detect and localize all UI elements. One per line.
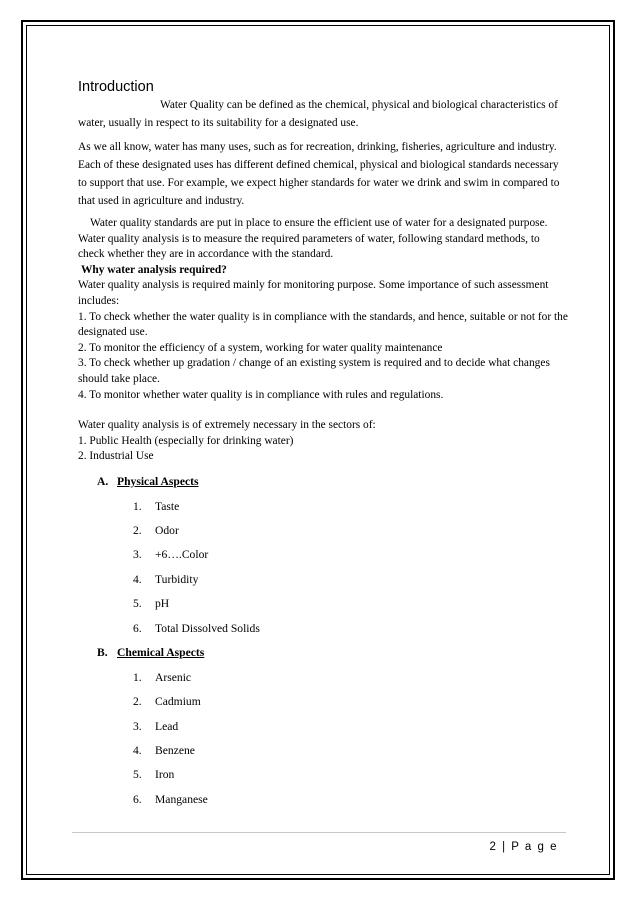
- list-item: 3. Lead: [133, 720, 179, 733]
- list-item: 5. pH: [133, 597, 170, 610]
- reason-1: 1. To check whether the water quality is in compliance with the standards, and hence, suitable or not for the designated use.: [78, 310, 568, 339]
- chemical-aspects-heading: [97, 645, 204, 660]
- page-number: 2 | P a g e: [489, 841, 558, 853]
- sector-1: 1. Public Health (especially for drinking water): [78, 434, 294, 447]
- list-item: 1. Taste: [133, 500, 180, 513]
- list-item: 1. Arsenic: [133, 671, 192, 684]
- intro-heading: Introduction: [78, 79, 154, 95]
- list-item: 2. Odor: [133, 524, 179, 537]
- physical-aspects-heading: [97, 474, 198, 489]
- section-letter: B.: [97, 646, 108, 659]
- why-heading: Why water analysis required?: [81, 263, 227, 276]
- reason-4: 4. To monitor whether water quality is in compliance with rules and regulations.: [78, 388, 444, 401]
- list-item: 6. Manganese: [133, 793, 208, 806]
- sector-2: 2. Industrial Use: [78, 450, 154, 463]
- reason-3: 3. To check whether up gradation / change of an existing system is required and to decide what changes should take place.: [78, 357, 550, 385]
- list-item: 2. Cadmium: [133, 695, 201, 708]
- reason-2: 2. To monitor the efficiency of a system, working for water quality maintenance: [78, 341, 443, 354]
- document-body: [78, 78, 568, 465]
- sectors-intro: Water quality analysis is of extremely necessary in the sectors of:: [78, 419, 376, 432]
- list-item: 4. Turbidity: [133, 573, 199, 586]
- section-title: Chemical Aspects: [117, 646, 205, 659]
- list-item: 3. +6….Color: [133, 548, 209, 561]
- intro-paragraph-2: As we all know, water has many uses, such as for recreation, drinking, fisheries, agriculture and industry. Each of these designated uses has different defined chemical, physical and biological standards necessary to support that use. For example, we expect higher standards for water we drink and swim in compared to that used in agriculture and industry.: [78, 141, 560, 207]
- list-item: 4. Benzene: [133, 744, 195, 757]
- list-item: 6. Total Dissolved Solids: [133, 622, 260, 635]
- section-letter: A.: [97, 475, 109, 488]
- footer-rule: [72, 832, 566, 833]
- intro-paragraph-1: Water Quality can be defined as the chemical, physical and biological characteristics of water, usually in respect to its suitability for a designated use.: [78, 99, 558, 129]
- list-item: 5. Iron: [133, 768, 175, 781]
- intro-paragraph-3: Water quality standards are put in place to ensure the efficient use of water for a designated purpose. Water quality analysis is to measure the required parameters of water, following standard methods, to check whether they are in accordance with the standard.: [78, 217, 548, 261]
- why-text: Water quality analysis is required mainly for monitoring purpose. Some importance of such assessment includes:: [78, 279, 549, 307]
- section-title: Physical Aspects: [117, 475, 199, 488]
